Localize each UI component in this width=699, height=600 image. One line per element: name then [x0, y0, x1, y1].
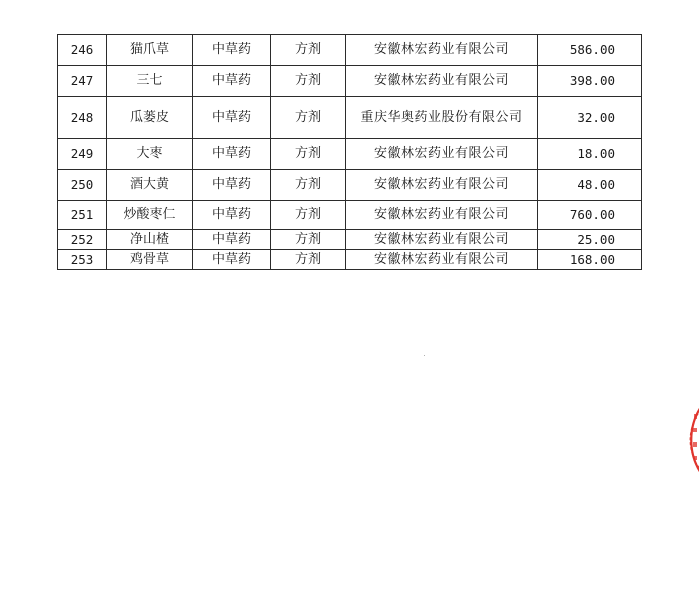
amount: 586.00: [538, 35, 642, 66]
supplier-company: 安徽林宏药业有限公司: [346, 66, 538, 97]
table-row: [58, 230, 642, 250]
amount: 760.00: [538, 201, 642, 230]
drug-name: 净山楂: [107, 230, 193, 250]
table-row: [58, 66, 642, 97]
amount: 32.00: [538, 97, 642, 139]
row-number: 246: [58, 35, 107, 66]
drug-form: 方剂: [271, 35, 346, 66]
drug-form: 方剂: [271, 250, 346, 270]
drug-name: 鸡骨草: [107, 250, 193, 270]
row-number: 249: [58, 139, 107, 170]
official-seal-fragment: [688, 384, 699, 496]
drug-category: 中草药: [193, 230, 271, 250]
drug-category: 中草药: [193, 201, 271, 230]
drug-name: 三七: [107, 66, 193, 97]
drug-form: 方剂: [271, 139, 346, 170]
supplier-company: 安徽林宏药业有限公司: [346, 230, 538, 250]
table-row: [58, 139, 642, 170]
row-number: 251: [58, 201, 107, 230]
drug-form: 方剂: [271, 97, 346, 139]
drug-name: 猫爪草: [107, 35, 193, 66]
drug-name: 瓜蒌皮: [107, 97, 193, 139]
row-number: 247: [58, 66, 107, 97]
supplier-company: 安徽林宏药业有限公司: [346, 35, 538, 66]
drug-name: 酒大黄: [107, 170, 193, 201]
supplier-company: 安徽林宏药业有限公司: [346, 250, 538, 270]
drug-form: 方剂: [271, 230, 346, 250]
supplier-company: 安徽林宏药业有限公司: [346, 139, 538, 170]
table-row: [58, 35, 642, 66]
supplier-company: 安徽林宏药业有限公司: [346, 201, 538, 230]
drug-form: 方剂: [271, 170, 346, 201]
row-number: 250: [58, 170, 107, 201]
drug-form: 方剂: [271, 201, 346, 230]
amount: 18.00: [538, 139, 642, 170]
table-row: [58, 201, 642, 230]
drug-category: 中草药: [193, 66, 271, 97]
drug-category: 中草药: [193, 139, 271, 170]
row-number: 252: [58, 230, 107, 250]
drug-category: 中草药: [193, 35, 271, 66]
drug-form: 方剂: [271, 66, 346, 97]
scan-speck: [424, 355, 425, 356]
row-number: 253: [58, 250, 107, 270]
drug-name: 大枣: [107, 139, 193, 170]
table-body: [58, 35, 642, 270]
drug-category: 中草药: [193, 250, 271, 270]
amount: 25.00: [538, 230, 642, 250]
supplier-company: 安徽林宏药业有限公司: [346, 170, 538, 201]
drug-procurement-table: [57, 34, 642, 270]
supplier-company: 重庆华奥药业股份有限公司: [346, 97, 538, 139]
drug-category: 中草药: [193, 97, 271, 139]
amount: 398.00: [538, 66, 642, 97]
drug-category: 中草药: [193, 170, 271, 201]
amount: 168.00: [538, 250, 642, 270]
table-row: [58, 97, 642, 139]
row-number: 248: [58, 97, 107, 139]
amount: 48.00: [538, 170, 642, 201]
drug-name: 炒酸枣仁: [107, 201, 193, 230]
table-row: [58, 250, 642, 270]
seal-icon: [688, 384, 699, 496]
table-row: [58, 170, 642, 201]
